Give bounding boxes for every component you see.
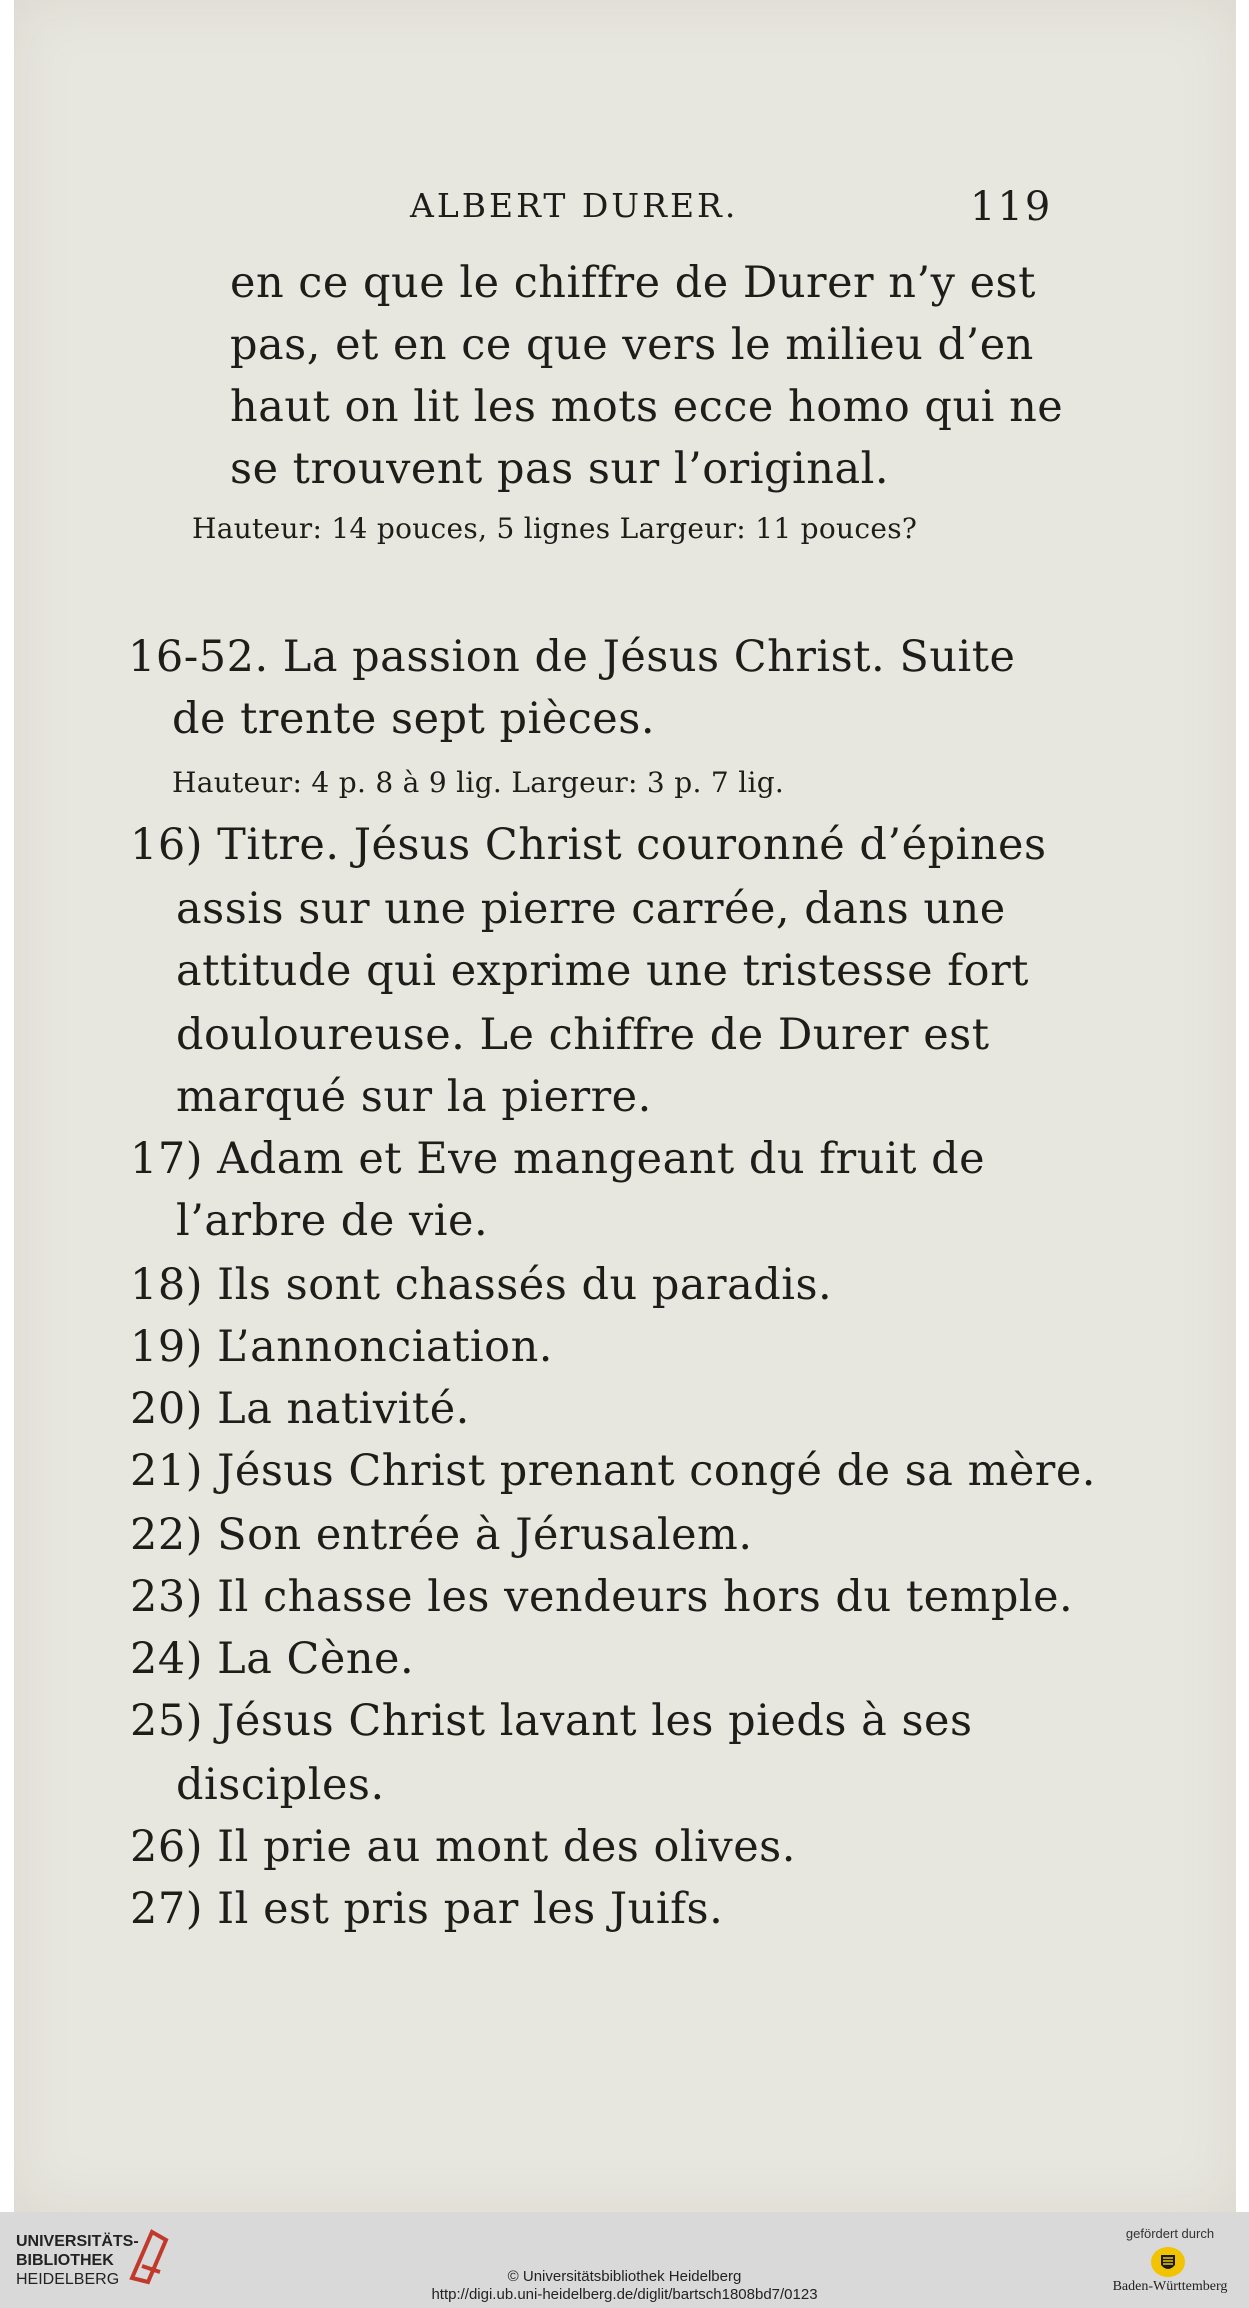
text-line: se trouvent pas sur l’original.	[230, 444, 890, 494]
funded-by-label: gefördert durch	[1125, 2226, 1215, 2241]
dimensions-line: Hauteur: 4 p. 8 à 9 lig. Largeur: 3 p. 7 lig.	[172, 766, 785, 799]
list-item: l’arbre de vie.	[176, 1196, 489, 1246]
text-line: pas, et en ce que vers le milieu d’en	[230, 320, 1034, 370]
permalink-url[interactable]: http://digi.ub.uni-heidelberg.de/diglit/bartsch1808bd7/0123	[431, 2286, 818, 2303]
copyright-text: © Universitätsbibliothek Heidelberg	[507, 2268, 742, 2285]
list-item: 25) Jésus Christ lavant les pieds à ses	[130, 1696, 973, 1746]
library-name-line: BIBLIOTHEK	[16, 2252, 114, 2269]
list-item: 20) La nativité.	[130, 1384, 470, 1434]
list-item: 19) L’annonciation.	[130, 1322, 553, 1372]
page-number: 119	[970, 184, 1053, 230]
dimensions-line: Hauteur: 14 pouces, 5 lignes Largeur: 11 pouces?	[192, 512, 918, 545]
list-item: 16) Titre. Jésus Christ couronné d’épines	[130, 820, 1047, 870]
list-item: 23) Il chasse les vendeurs hors du temple.	[130, 1572, 1074, 1622]
library-name-line: HEIDELBERG	[16, 2271, 120, 2288]
running-title: ALBERT DURER.	[410, 186, 739, 225]
sponsor-name: Baden-Württemberg	[1112, 2279, 1228, 2294]
list-item: 18) Ils sont chassés du paradis.	[130, 1260, 833, 1310]
list-item: attitude qui exprime une tristesse fort	[176, 946, 1029, 996]
entry-heading: de trente sept pièces.	[172, 694, 655, 744]
list-item: marqué sur la pierre.	[176, 1072, 652, 1122]
baden-wuerttemberg-crest-icon	[1150, 2246, 1186, 2278]
text-line: en ce que le chiffre de Durer n’y est	[230, 258, 1036, 308]
list-item: 26) Il prie au mont des olives.	[130, 1822, 796, 1872]
list-item: 17) Adam et Eve mangeant du fruit de	[130, 1134, 986, 1184]
list-item: disciples.	[176, 1760, 385, 1810]
list-item: 22) Son entrée à Jérusalem.	[130, 1510, 753, 1560]
list-item: 24) La Cène.	[130, 1634, 415, 1684]
text-line: haut on lit les mots ecce homo qui ne	[230, 382, 1064, 432]
list-item: 21) Jésus Christ prenant congé de sa mère.	[130, 1446, 1096, 1496]
library-name-line: UNIVERSITÄTS-	[16, 2233, 139, 2250]
list-item: douloureuse. Le chiffre de Durer est	[176, 1010, 990, 1060]
entry-heading: 16-52. La passion de Jésus Christ. Suite	[128, 632, 1016, 682]
list-item: 27) Il est pris par les Juifs.	[130, 1884, 724, 1934]
list-item: assis sur une pierre carrée, dans une	[176, 884, 1006, 934]
